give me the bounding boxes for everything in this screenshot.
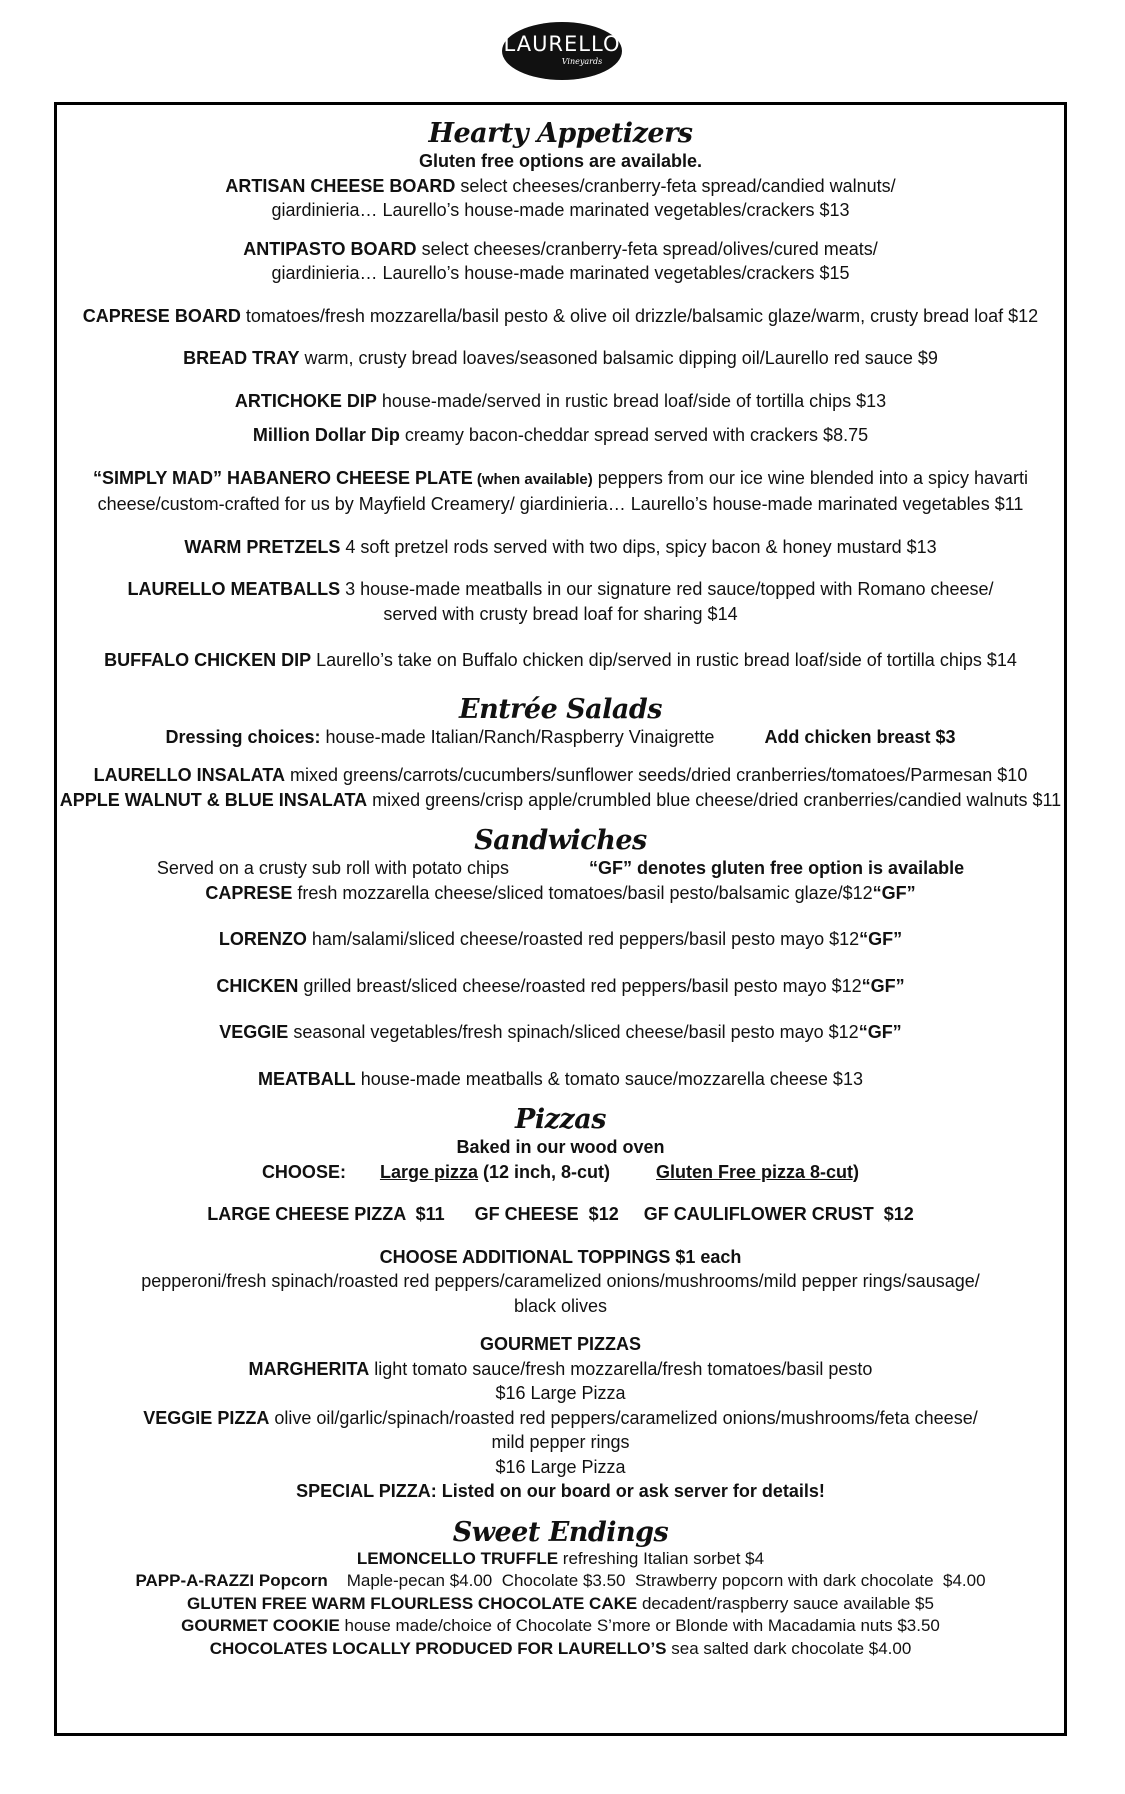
appetizers-title: Hearty Appetizers: [428, 118, 693, 149]
sandwich-served-line: [57, 856, 1064, 881]
item-name: WARM PRETZELS: [184, 536, 341, 557]
special-pizza: SPECIAL PIZZA: Listed on our board or ask server for details!: [296, 1481, 825, 1501]
item-laurello-meatballs: [57, 577, 1064, 602]
item-lemoncello-truffle: [57, 1548, 1064, 1571]
item-desc: select cheeses/cranberry-feta spread/olives/cured meats/: [416, 238, 878, 259]
item-laurello-insalata: [57, 763, 1064, 788]
toppings-title: CHOOSE ADDITIONAL TOPPINGS $1 each: [379, 1246, 742, 1267]
item-name: GOURMET COOKIE: [181, 1616, 340, 1635]
item-habanero-cheese-plate: [57, 466, 1064, 493]
large-pizza-detail: (12 inch, 8-cut): [477, 1161, 611, 1182]
toppings-list: pepperoni/fresh spinach/roasted red peppers/caramelized onions/mushrooms/mild pepper rings/sausage/: [141, 1271, 980, 1291]
item-caprese-board: [57, 304, 1064, 329]
item-local-chocolates: [57, 1638, 1064, 1661]
menu-content: [57, 119, 1064, 1660]
item-desc: decadent/raspberry sauce available $5: [637, 1593, 934, 1613]
item-qualifier: (when available): [472, 470, 593, 488]
item-name: LEMONCELLO TRUFFLE: [356, 1548, 559, 1568]
veggie-desc-line2: mild pepper rings: [491, 1432, 630, 1452]
choose-label: CHOOSE:: [261, 1161, 346, 1182]
salads-title: Entrée Salads: [459, 693, 662, 725]
item-apple-walnut-insalata: [57, 788, 1064, 813]
sandwiches-title: Sandwiches: [474, 825, 647, 856]
gf-tag: “GF”: [861, 975, 905, 996]
item-artisan-cheese-board: [57, 174, 1064, 199]
item-desc-line2: giardinieria… Laurello’s house-made marinated vegetables/crackers $15: [271, 263, 850, 283]
gluten-free-note: Gluten free options are available.: [418, 151, 703, 171]
item-desc: ham/salami/sliced cheese/roasted red peppers/basil pesto mayo $12: [306, 929, 860, 949]
item-name: ARTISAN CHEESE BOARD: [225, 175, 456, 196]
item-desc: tomatoes/fresh mozzarella/basil pesto & olive oil drizzle/balsamic glaze/warm, crusty bread loaf $12: [240, 305, 1039, 326]
dressing-text: house-made Italian/Ranch/Raspberry Vinaigrette: [320, 726, 715, 747]
gf-tag: “GF”: [859, 929, 903, 949]
item-gourmet-cookie: [57, 1615, 1064, 1638]
item-lorenzo: [57, 927, 1064, 952]
item-desc: 3 house-made meatballs in our signature red sauce/topped with Romano cheese/: [340, 579, 994, 599]
dressing-label: Dressing choices:: [165, 726, 321, 747]
item-artichoke-dip: [57, 389, 1064, 414]
item-name: APPLE WALNUT & BLUE INSALATA: [59, 789, 368, 810]
item-name: LAURELLO MEATBALLS: [127, 579, 341, 599]
item-desc: light tomato sauce/fresh mozzarella/fresh tomatoes/basil pesto: [369, 1358, 873, 1379]
item-name: VEGGIE PIZZA: [143, 1407, 270, 1428]
item-desc: house made/choice of Chocolate S’more or Blonde with Macadamia nuts $3.50: [339, 1616, 940, 1635]
item-name: “SIMPLY MAD” HABANERO CHEESE PLATE: [93, 467, 473, 488]
item-veggie-sandwich: [57, 1020, 1064, 1045]
item-margherita: [57, 1357, 1064, 1382]
desserts-title: Sweet Endings: [452, 1516, 669, 1548]
logo-sub: Vineyards: [561, 57, 603, 66]
item-desc: sea salted dark chocolate $4.00: [666, 1638, 912, 1658]
item-chicken-sandwich: [57, 974, 1064, 999]
item-name: BREAD TRAY: [183, 348, 300, 368]
large-pizza-option: Large pizza: [379, 1161, 478, 1182]
item-name: CAPRESE BOARD: [82, 305, 241, 326]
pizza-prices: LARGE CHEESE PIZZA $11 GF CHEESE $12 GF CAULIFLOWER CRUST $12: [207, 1204, 914, 1224]
toppings-list-line2: black olives: [513, 1295, 608, 1316]
item-caprese-sandwich: [57, 881, 1064, 906]
item-desc-line2: served with crusty bread loaf for sharing $14: [383, 603, 738, 624]
item-pappa-razzi-popcorn: [57, 1570, 1064, 1593]
item-name: ARTICHOKE DIP: [234, 390, 377, 411]
item-name: ANTIPASTO BOARD: [243, 238, 417, 259]
item-million-dollar-dip: [57, 423, 1064, 448]
item-desc: fresh mozzarella cheese/sliced tomatoes/basil pesto/balsamic glaze/$12: [292, 882, 873, 903]
laurello-logo: [502, 22, 622, 80]
item-name: MEATBALL: [258, 1068, 356, 1089]
gf-tag: “GF”: [872, 882, 916, 903]
dressing-line: [57, 725, 1064, 750]
item-name: LAURELLO INSALATA: [93, 765, 285, 785]
gourmet-title: GOURMET PIZZAS: [480, 1334, 641, 1354]
item-flourless-cake: [57, 1593, 1064, 1616]
item-desc: peppers from our ice wine blended into a spicy havarti: [592, 467, 1028, 488]
gf-note: “GF” denotes gluten free option is available: [589, 858, 965, 878]
item-name: LORENZO: [218, 929, 307, 949]
item-name: CHOCOLATES LOCALLY PRODUCED FOR LAURELLO’S: [209, 1638, 667, 1658]
item-desc: Laurello’s take on Buffalo chicken dip/served in rustic bread loaf/side of tortilla chips $14: [311, 650, 1017, 670]
item-desc: warm, crusty bread loaves/seasoned balsamic dipping oil/Laurello red sauce $9: [299, 348, 938, 368]
item-buffalo-chicken-dip: [57, 648, 1064, 673]
baked-note: Baked in our wood oven: [456, 1137, 665, 1157]
item-desc: 4 soft pretzel rods served with two dips, spicy bacon & honey mustard $13: [340, 536, 937, 557]
item-desc-line2: cheese/custom-crafted for us by Mayfield Creamery/ giardinieria… Laurello’s house-made marinated vegetables $11: [97, 494, 1024, 514]
gf-pizza-option: Gluten Free pizza 8-cut): [656, 1161, 860, 1182]
item-desc: olive oil/garlic/spinach/roasted red peppers/caramelized onions/mushrooms/feta cheese/: [269, 1407, 978, 1428]
item-name: PAPP-A-RAZZI Popcorn: [135, 1571, 328, 1590]
item-desc: mixed greens/crisp apple/crumbled blue cheese/dried cranberries/candied walnuts $11: [367, 789, 1062, 810]
item-desc: creamy bacon-cheddar spread served with crackers $8.75: [399, 425, 869, 445]
item-name: CAPRESE: [205, 882, 293, 903]
choose-line: [57, 1160, 1064, 1185]
item-name: Million Dollar Dip: [252, 425, 400, 445]
add-chicken: Add chicken breast $3: [764, 726, 956, 747]
item-name: GLUTEN FREE WARM FLOURLESS CHOCOLATE CAKE: [187, 1593, 638, 1613]
item-desc: house-made/served in rustic bread loaf/side of tortilla chips $13: [376, 390, 887, 411]
item-name: BUFFALO CHICKEN DIP: [104, 650, 312, 670]
item-desc: Maple-pecan $4.00 Chocolate $3.50 Strawberry popcorn with dark chocolate $4.00: [327, 1571, 986, 1590]
item-desc: seasonal vegetables/fresh spinach/sliced cheese/basil pesto mayo $12: [288, 1022, 859, 1042]
item-name: MARGHERITA: [248, 1358, 370, 1379]
item-bread-tray: [57, 346, 1064, 371]
item-meatball-sandwich: [57, 1067, 1064, 1092]
menu-frame: [54, 102, 1067, 1736]
served-note: Served on a crusty sub roll with potato chips: [156, 858, 510, 878]
item-desc-line2: giardinieria… Laurello’s house-made marinated vegetables/crackers $13: [271, 200, 850, 220]
item-veggie-pizza: [57, 1406, 1064, 1431]
gf-tag: “GF”: [858, 1022, 902, 1042]
item-desc: refreshing Italian sorbet $4: [558, 1548, 765, 1568]
item-desc: select cheeses/cranberry-feta spread/candied walnuts/: [455, 175, 896, 196]
logo-name: LAURELLO: [503, 32, 621, 56]
item-name: CHICKEN: [216, 975, 299, 996]
item-desc: grilled breast/sliced cheese/roasted red peppers/basil pesto mayo $12: [298, 975, 862, 996]
pizzas-title: Pizzas: [515, 1104, 606, 1135]
item-desc: mixed greens/carrots/cucumbers/sunflower seeds/dried cranberries/tomatoes/Parmesan $10: [284, 765, 1028, 785]
item-warm-pretzels: [57, 535, 1064, 560]
item-name: VEGGIE: [219, 1022, 289, 1042]
veggie-price: $16 Large Pizza: [495, 1456, 626, 1477]
item-antipasto-board: [57, 237, 1064, 262]
margherita-price: $16 Large Pizza: [495, 1383, 626, 1403]
item-desc: house-made meatballs & tomato sauce/mozzarella cheese $13: [355, 1068, 863, 1089]
